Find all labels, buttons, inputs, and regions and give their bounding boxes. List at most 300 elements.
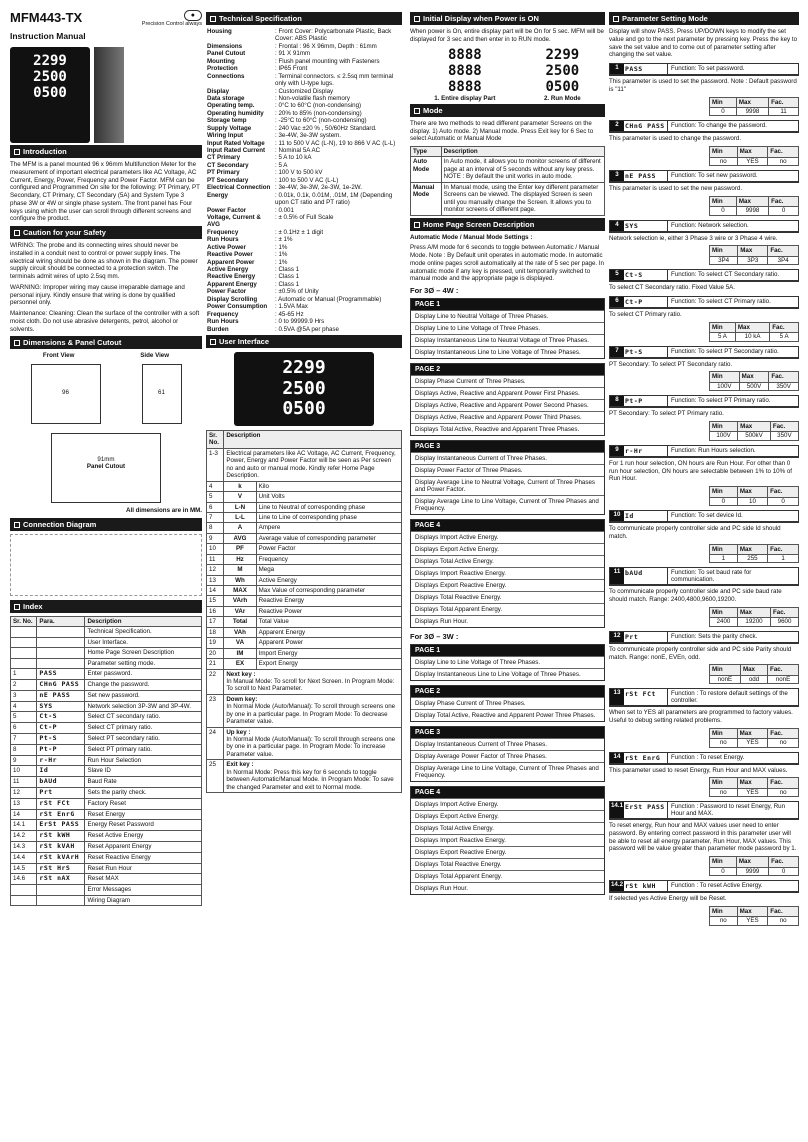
param-range-table (709, 196, 799, 216)
page-row: Display Line to Line Voltage of Three Phases. (411, 322, 604, 334)
index-code (37, 637, 85, 647)
spec-label: Power Factor (207, 206, 247, 214)
ui-desc: Active Energy (256, 575, 401, 585)
ui-row (207, 502, 402, 512)
param-function: Function : To restore default settings of the controller. (671, 690, 788, 705)
param-range-table (709, 245, 799, 265)
caution-warning: WARNING: Improper wiring may cause irreparable damage and personal injury. Kindly ensure that wiring is done by qualified personnel only. (10, 283, 185, 307)
page-row: Displays Total Apparent Energy. (411, 870, 604, 882)
page-row: Display Line to Line Voltage of Three Phases. (411, 656, 604, 668)
spec-row (206, 65, 402, 72)
index-cell (11, 637, 37, 647)
param-range-table (709, 607, 799, 627)
range-value: 19200 (737, 618, 770, 626)
mode-header: Mode (410, 104, 605, 117)
spec-row (206, 177, 402, 184)
param-code: rSt FCt (624, 689, 668, 705)
param-num: 2 (610, 121, 624, 131)
index-code (37, 658, 85, 668)
ui-desc: Reactive Power (256, 606, 401, 616)
spec-row (206, 259, 402, 266)
param-desc: For 1 run hour selection, ON hours are Run Hour. For other than 0 run hour selection, ON hours are selectable between 1% to 10% of Run Hour. (609, 459, 792, 483)
ui-desc: Mega (256, 565, 401, 575)
param-function: Function: Run Hours selection. (671, 446, 756, 454)
caution-wiring: WIRING: The probe and its connecting wires should never be installed in a conduit next to control or power supply lines. The electrical wiring should be done as shown in the diagram. The power supply circuit should be connected to a protection switch. The terminals admit wires of upto 2.5sq mm. (10, 242, 198, 280)
ui-desc: Average value of corresponding parameter (256, 533, 401, 543)
spec-row (206, 88, 402, 95)
spec-row (206, 102, 402, 109)
param-header: Parameter Setting Mode (609, 12, 799, 25)
param-block (609, 688, 799, 707)
index-cell: Technical Specification. (85, 627, 202, 637)
index-cell: Select CT primary ratio. (85, 723, 202, 734)
range-value: 100V (710, 382, 740, 390)
param-desc: To communicate properly controller side and PC side baud rate should match. Range: 2400,4800,9600,19200. (609, 588, 782, 604)
page-row: Displays Total Reactive Energy. (411, 858, 604, 870)
param-range-table (709, 728, 799, 748)
spec-label: PT Secondary (207, 176, 249, 184)
mode-table: Type Description Auto Mode In Auto mode, it allows you to monitor screens of different page at an interval of 5 seconds without any key press. NOTE : By default the unit works in auto mode. Manual Mode In Manual mode, using the Enter key different parameter Screens can be viewed. The displayed Screen is seen until you manually change the Screen. It allows you to monitor screens of different page. (410, 146, 605, 216)
ui-symbol: VAh (224, 627, 256, 637)
index-cell: Select PT secondary ratio. (85, 733, 202, 744)
ui-symbol: VArh (224, 596, 256, 606)
param-top (610, 446, 798, 457)
index-code (37, 627, 85, 637)
index-cell: Select PT primary ratio. (85, 744, 202, 755)
index-row (11, 787, 202, 798)
ui-row (207, 448, 402, 481)
param-block (609, 63, 799, 76)
range-head: Min (710, 147, 738, 157)
ui-desc: Reactive Energy (256, 596, 401, 606)
param-block (609, 346, 799, 359)
range-value: no (710, 157, 738, 165)
ui-symbol: Wh (224, 575, 256, 585)
page-row: Displays Active, Reactive and Apparent Power Second Phases. (411, 399, 604, 411)
ui-row (207, 586, 402, 596)
spec-label: Power Consumption (207, 303, 268, 311)
page-row: Display Average Line to Line Voltage, Current of Three Phases and Frequency. (411, 762, 604, 781)
connection-header: Connection Diagram (10, 518, 202, 531)
index-code: Prt (37, 787, 85, 798)
ui-row (207, 575, 402, 585)
param-range-table (709, 544, 799, 564)
range-head: Fac. (768, 147, 799, 157)
index-cell: Parameter setting mode. (85, 658, 202, 668)
ui-row (207, 533, 402, 543)
page-row: Display Average Line to Neutral Voltage, Current of Three Phases and Power Factor. (411, 476, 604, 495)
range-value: YES (737, 917, 768, 925)
range-head: Min (710, 97, 737, 107)
spec-value: : ±0.5% of Unity (275, 288, 319, 296)
index-cell: Select CT secondary ratio. (85, 712, 202, 723)
index-cell: Run Hour Selection (85, 755, 202, 766)
key-title: Up key : (226, 728, 251, 736)
range-value: YES (737, 788, 768, 796)
key-text: In Normal Mode: Press this key for 6 seconds to toggle between Automatic/Manual Mode. In Program Mode: To save the changed Parameter and exit to Normal mode. (226, 768, 394, 791)
param-top (610, 171, 798, 182)
key-title: Exit key : (226, 761, 254, 769)
spec-value: : Class 1 (275, 280, 300, 288)
param-num: 7 (610, 347, 624, 357)
ui-row (207, 565, 402, 575)
range-value: 0 (710, 207, 737, 215)
param-function: Function: Network selection. (671, 221, 749, 229)
spec-row (206, 207, 402, 214)
index-cell (11, 885, 37, 895)
index-cell: Change the password. (85, 679, 202, 690)
key-desc (224, 760, 402, 793)
caution-maintenance: Maintenance: Cleaning: Clean the surface of the controller with a soft moist cloth. Do not use abrasive detergents, petrol, alcohol or solvents. (10, 310, 200, 333)
ui-num: 17 (207, 617, 224, 627)
key-row (207, 669, 402, 694)
param-range-table (709, 856, 799, 876)
param-top (610, 270, 798, 281)
page-title: PAGE 3 (411, 441, 604, 452)
spec-label: Frequency (207, 228, 239, 236)
param-block (609, 269, 799, 282)
index-cell: 14 (11, 809, 37, 820)
range-value: 10 (737, 497, 767, 505)
index-code (37, 648, 85, 658)
param-num: 4 (610, 221, 624, 231)
index-cell: Error Messages (85, 885, 202, 895)
spec-label: Reactive Energy (207, 273, 256, 281)
range-head: Min (710, 778, 738, 788)
ui-symbol: V (224, 492, 256, 502)
range-value: 350V (770, 432, 798, 440)
range-value: nonE (710, 675, 741, 683)
connection-diagram (10, 534, 202, 596)
ui-symbol: PF (224, 544, 256, 554)
page-row: Displays Active, Reactive and Apparent Power Third Phases. (411, 411, 604, 423)
key-text: In Manual Mode: To scroll for Next Screen. In Program Mode: To scroll to Next Parameter. (226, 677, 395, 693)
ui-symbol: k (224, 481, 256, 491)
index-code: Pt-P (37, 744, 85, 755)
spec-row (206, 281, 402, 288)
index-cell: Reset Active Energy (85, 831, 202, 842)
spec-row (206, 147, 402, 154)
spec-value: : Front Cover: Polycarbonate Plastic, Back Cover: ABS Plastic (275, 28, 392, 43)
range-head: Fac. (768, 665, 799, 675)
spec-label: Active Power (207, 243, 246, 251)
spec-value: : Class 1 (275, 273, 300, 281)
param-desc: To select CT Secondary ratio. Fixed Value 5A. (609, 284, 735, 292)
index-row (11, 701, 202, 712)
page-title: PAGE 2 (411, 686, 604, 697)
range-head: Max (736, 97, 768, 107)
page-row: Display Phase Current of Three Phases. (411, 375, 604, 387)
spec-row (206, 266, 402, 273)
param-code: CHnG PASS (624, 121, 668, 131)
page-title: PAGE 4 (411, 787, 604, 798)
ui-symbol: MAX (224, 586, 256, 596)
home-text: Press A/M mode for 6 seconds to toggle between Automatic / Manual Mode. Note : By Default unit operates in automatic mode. In automatic mode online pages scroll automatically at the rate of 5 sec per page. In automatic mode if any key is pressed, unit temporarily switched to manual mode and the appropriate page is displayed. (410, 244, 604, 283)
index-code (37, 895, 85, 905)
spec-label: CT Primary (207, 154, 241, 162)
param-block (609, 445, 799, 458)
param-desc: This parameter is used to set the new password. (609, 185, 743, 192)
spec-value: : 0.001 (275, 206, 294, 214)
page-row: Display Instantaneous Line to Line Voltage of Three Phases. (411, 668, 604, 680)
index-cell: 14.1 (11, 820, 37, 831)
param-desc: When set to YES all parameters are programmed to factory values. Useful to debug setting related problems. (609, 709, 793, 724)
spec-row (206, 244, 402, 251)
spec-row (206, 229, 402, 236)
spec-row (206, 296, 402, 303)
spec-row (206, 73, 402, 88)
range-value: 9998 (736, 107, 768, 115)
page-title: PAGE 1 (411, 299, 604, 310)
index-row (11, 679, 202, 690)
index-code: rSt kWH (37, 831, 85, 842)
range-head: Min (710, 857, 737, 867)
param-desc: This parameter is used to change the password. (609, 135, 742, 143)
ui-device-image: 2299 2500 0500 (234, 352, 374, 426)
spec-label: PT Primary (207, 169, 240, 177)
page-row: Display Instantaneous Current of Three Phases. (411, 452, 604, 464)
param-code: r-Hr (624, 446, 668, 456)
key-text: In Normal Mode (Auto/Manual): To scroll through screens one by one in a particular page. In Program Mode: To decrease Parameter value. (226, 703, 396, 726)
param-function: Function : To reset Energy. (671, 753, 745, 761)
key-desc (224, 669, 402, 694)
spec-row (206, 192, 402, 207)
index-row (11, 690, 202, 701)
spec-row (206, 125, 402, 132)
index-cell: 12 (11, 787, 37, 798)
index-cell: 14.5 (11, 863, 37, 874)
param-num: 10 (610, 511, 624, 521)
ui-row (207, 659, 402, 669)
param-block (609, 395, 799, 408)
index-cell: Reset Energy (85, 809, 202, 820)
spec-label: Wiring Input (207, 132, 244, 140)
spec-value: : ± 1% (275, 236, 293, 244)
spec-label: Power Factor (207, 288, 247, 296)
param-num: 11 (610, 568, 624, 584)
param-code: ErSt PASS (624, 802, 668, 818)
brand-logo: ● (184, 10, 202, 21)
param-intro: Display will show PASS. Press UP/DOWN keys to modify the set value and go to the next parameter by pressing key. Press the key to save the set value and to come out of parameter setting after changing the set value. (609, 28, 798, 59)
range-head: Fac. (771, 607, 799, 617)
param-range-table (709, 371, 799, 391)
param-function: Function: To set new password. (671, 172, 758, 179)
spec-row (206, 169, 402, 176)
range-value: 3P3 (738, 256, 768, 264)
range-head: Min (710, 607, 738, 617)
range-value: 3P4 (710, 256, 738, 264)
range-head: Min (710, 487, 738, 497)
spec-table (206, 28, 402, 333)
param-num: 3 (610, 171, 624, 181)
ui-desc: Import Energy (256, 648, 401, 658)
param-desc: PT Secondary: To select PT Secondary ratio. (609, 360, 733, 368)
page-box (410, 685, 605, 722)
range-value: 0 (710, 867, 737, 875)
param-top (610, 881, 798, 892)
index-code: rSt kVAH (37, 841, 85, 852)
ui-desc: Power Factor (256, 544, 401, 554)
index-code: CHnG PASS (37, 679, 85, 690)
param-code: nE PASS (624, 171, 668, 181)
index-code: Id (37, 766, 85, 777)
index-row (11, 658, 202, 668)
page-row: Display Line to Neutral Voltage of Three Phases. (411, 310, 604, 322)
range-head: Max (736, 196, 768, 206)
param-desc: To communicate properly controller side and PC side Parity should match. Range: nonE, EVEn, odd. (609, 645, 792, 661)
spec-value: : 3e-4W, 3e-3W system. (275, 132, 342, 140)
param-top (610, 568, 798, 585)
caution-header: Caution for your Safety (10, 226, 202, 239)
param-range-table (709, 664, 799, 684)
index-cell: 9 (11, 755, 37, 766)
index-row (11, 669, 202, 680)
index-row (11, 637, 202, 647)
spec-row (206, 95, 402, 102)
index-cell: 2 (11, 679, 37, 690)
range-head: Min (710, 422, 738, 432)
ui-num: 1-3 (207, 448, 224, 481)
range-head: Max (736, 857, 768, 867)
page-row: Displays Import Reactive Energy. (411, 567, 604, 579)
param-range-table (709, 421, 799, 441)
param-range-table (709, 777, 799, 797)
spec-value: : -25°C to 60°C (non-condensing) (275, 117, 367, 125)
ui-symbol: A (224, 523, 256, 533)
spec-value: : 1% (275, 251, 288, 259)
index-code: rSt HrS (37, 863, 85, 874)
page-row: Displays Export Reactive Energy. (411, 846, 604, 858)
param-num: 8 (610, 396, 624, 406)
for-4w-heading: For 3Ø – 4W : (410, 286, 459, 296)
spec-row (206, 140, 402, 147)
ui-desc: Electrical parameters like AC Voltage, AC Current, Frequency, Power, Energy and Power Factor will be seen as Per screen no and auto or manual mode. Kindly refer Home Page Description. (224, 448, 402, 481)
front-digit-3: 0500 (33, 85, 67, 102)
param-function: Function: To set password. (671, 65, 745, 72)
ui-desc: Apparent Energy (256, 627, 401, 637)
range-head: Min (710, 372, 740, 382)
param-top (610, 297, 798, 308)
front-device-image (10, 47, 90, 143)
page-row: Display Instantaneous Line to Neutral Voltage of Three Phases. (411, 334, 604, 346)
range-head: Fac. (770, 422, 798, 432)
key-row (207, 760, 402, 793)
spec-label: Panel Cutout (207, 50, 246, 58)
ui-row (207, 638, 402, 648)
param-range-table (709, 146, 799, 166)
key-title: Down key: (226, 695, 258, 703)
param-range-table (709, 486, 799, 506)
range-value: 0 (769, 867, 799, 875)
index-row (11, 648, 202, 658)
spec-row (206, 117, 402, 124)
range-head: Fac. (769, 97, 799, 107)
range-value: 2400 (710, 618, 738, 626)
index-cell: Wiring Diagram (85, 895, 202, 905)
index-cell: Network selection 3P-3W and 3P-4W. (85, 701, 202, 712)
spec-value: : 0°C to 60°C (non-condensing) (275, 102, 362, 110)
ui-num: 20 (207, 648, 224, 658)
page-title: PAGE 2 (411, 364, 604, 375)
front-digit-2: 2500 (33, 69, 67, 86)
page-row: Display Average Power Factor of Three Phases. (411, 750, 604, 762)
ui-symbol: L-N (224, 502, 256, 512)
ui-header: User Interface (206, 335, 402, 348)
param-function: Function : To reset Active Energy. (671, 882, 763, 889)
index-cell: 14.2 (11, 831, 37, 842)
side-view-label: Side View (140, 352, 170, 360)
index-code: rSt nAX (37, 874, 85, 885)
ui-symbol: IM (224, 648, 256, 658)
column-3: Initial Display when Power is ON When power is On, entire display part will be On for 5 sec. MFM will be displayed for 3 sec and then enter in to RUN mode. 8888 8888 8888 1. Entire display Part 2299 2500 0500 2. Run Mode Mode There are two methods to read different parameter Screens on the display. 1) Auto mode. 2) Manual mode. Press Exit key for 6 Sec to select Automatic or Manual Mode Type Description Auto Mode In Auto mode, it allows you to monitor screens of different page at an interval of 5 seconds without any key press. NOTE : By default the unit works in auto mode. Manual Mode In Manual mode, using the Enter key different parameter Screens can be viewed. The displayed Screen is seen until you manually change the Screen. It allows you to monitor screens of different page. Home Page Screen Description Automatic Mode / Manual Mode Settings : Press A/M mode for 6 seconds to toggle between Automatic / Manual Mode. Note : By Default unit operates in automatic mode. In automatic mode online pages scroll automatically at the rate of 5 sec per page. In automatic mode if any key is pressed, unit temporarily switched to manual mode and the appropriate page is displayed. For 3Ø – 4W : PAGE 1 Display Line to Neutral Voltage of Three Phases. Display Line to Line Voltage of Three Phases. Display Instantaneous Line to Neutral Voltage of Three Phases. Display Instantaneous Line to Line Voltage of Three Phases. PAGE 2 Display Phase Current of Three Phases. Displays Active, Reactive and Apparent Power First Phases. Displays Active, Reactive and Apparent Power Second Phases. Displays Active, Reactive and Apparent Power Third Phases. Displays Total Active, Reactive and Apparent Three Phases. PAGE 3 Display Instantaneous Current of Three Phases. Display Power Factor of Three Phases. Display Average Line to Neutral Voltage, Current of Three Phases and Power Factor. Display Average Line to Line Voltage, Current of Three Phases and Frequency. PAGE 4 Displays Import Active Energy. Displays Export Active Energy. Displays Total Active Energy. Displays Import Reactive Energy. Displays Export Reactive Energy. Displays Total Reactive Energy. Displays Total Apparent Energy. Displays Run Hour. For 3Ø – 3W : PAGE 1 Display Line to Line Voltage of Three Phases. Display Instantaneous Line to Line Voltage of Three Phases. PAGE 2 Display Phase Current of Three Phases. Display Total Active, Reactive and Apparent Power Three Phases. PAGE 3 Display Instantaneous Current of Three Phases. Display Average Power Factor of Three Phases. Display Average Line to Line Voltage, Current of Three Phases and Frequency. PAGE 4 Displays Import Active Energy. Displays Export Active Energy. Displays Total Active Energy. Displays Import Reactive Energy. Displays Export Reactive Energy. Displays Total Reactive Energy. Displays Total Apparent Energy. Displays Run Hour. (410, 10, 605, 899)
range-value: YES (737, 739, 768, 747)
index-cell: Sets the parity check. (85, 787, 202, 798)
range-head: Max (737, 778, 768, 788)
param-desc: Network selection ie, either 3 Phase 3 wire or 3 Phase 4 wire. (609, 234, 778, 242)
range-value: 500kV (738, 432, 771, 440)
param-code: rSt EnrG (624, 753, 668, 763)
range-head: Fac. (769, 196, 799, 206)
param-desc: If selected yes Active Energy will be Reset. (609, 895, 727, 902)
index-cell: 6 (11, 723, 37, 734)
spec-label: Active Energy (207, 266, 249, 273)
param-top (610, 221, 798, 232)
model-title: MFM443-TX (10, 10, 83, 25)
index-row (11, 744, 202, 755)
index-code: rSt FCt (37, 798, 85, 809)
spec-row (206, 236, 402, 243)
ui-symbol: M (224, 565, 256, 575)
intro-text: The MFM is a panel mounted 96 x 96mm Multifunction Meter for the measurement of important electrical parameters like AC Voltage, AC Current, Energy, Power, Frequency and Power Factor. MFM can be configured and Programmed On site for the following: PT Primary, PT Secondary, CT Primary, CT Secondary (5A) and System Type 3 phase 3W or 4W or single phase system. The front panel has Four keys using which the user can scroll through different screens and configure the product. (10, 161, 200, 223)
param-num: 12 (610, 632, 624, 642)
param-range-table (709, 906, 799, 926)
spec-label: Storage temp (207, 117, 247, 125)
mode-text: There are two methods to read different parameter Screens on the display. 1) Auto mode. 2) Manual mode. Press Exit key for 6 Sec to select Automatic or Manual Mode (410, 119, 594, 143)
spec-row (206, 273, 402, 280)
index-cell: Reset Run Hour (85, 863, 202, 874)
page-box (410, 440, 605, 515)
range-head: Max (737, 487, 767, 497)
spec-label: Display Scrolling (207, 295, 258, 303)
range-value: no (710, 739, 738, 747)
param-function: Function: To set baud rate for communication. (671, 569, 752, 584)
range-value: 1 (710, 554, 738, 562)
ui-num: 11 (207, 554, 224, 564)
index-row (11, 841, 202, 852)
spec-value: : 100 to 500 V AC (L-L) (275, 176, 339, 184)
range-value: nonE (768, 675, 799, 683)
spec-label: Operating humidity (207, 109, 264, 117)
home-header: Home Page Screen Description (410, 218, 605, 231)
range-value: 0 (710, 107, 737, 115)
index-cell: Factory Reset (85, 798, 202, 809)
page-row: Displays Export Active Energy. (411, 810, 604, 822)
ui-num: 13 (207, 575, 224, 585)
ui-desc: Apparent Power (256, 638, 401, 648)
index-row (11, 895, 202, 905)
key-text: In Normal Mode (Auto/Manual): To scroll through screens one by one in a particular page. In Program Mode: To increase Parameter value. (226, 736, 396, 758)
ui-num: 21 (207, 659, 224, 669)
page-title: PAGE 1 (411, 645, 604, 656)
param-function: Function: To select CT Primary ratio. (671, 298, 771, 305)
spec-label: Protection (207, 65, 238, 73)
param-code: SYS (624, 221, 668, 231)
index-cell (11, 658, 37, 668)
param-top (610, 632, 798, 643)
spec-value: : 3e-4W, 3e-3W, 2e-3W, 1e-2W. (275, 184, 362, 192)
ui-desc: Max Value of corresponding parameter (256, 586, 401, 596)
ui-num: 8 (207, 523, 224, 533)
